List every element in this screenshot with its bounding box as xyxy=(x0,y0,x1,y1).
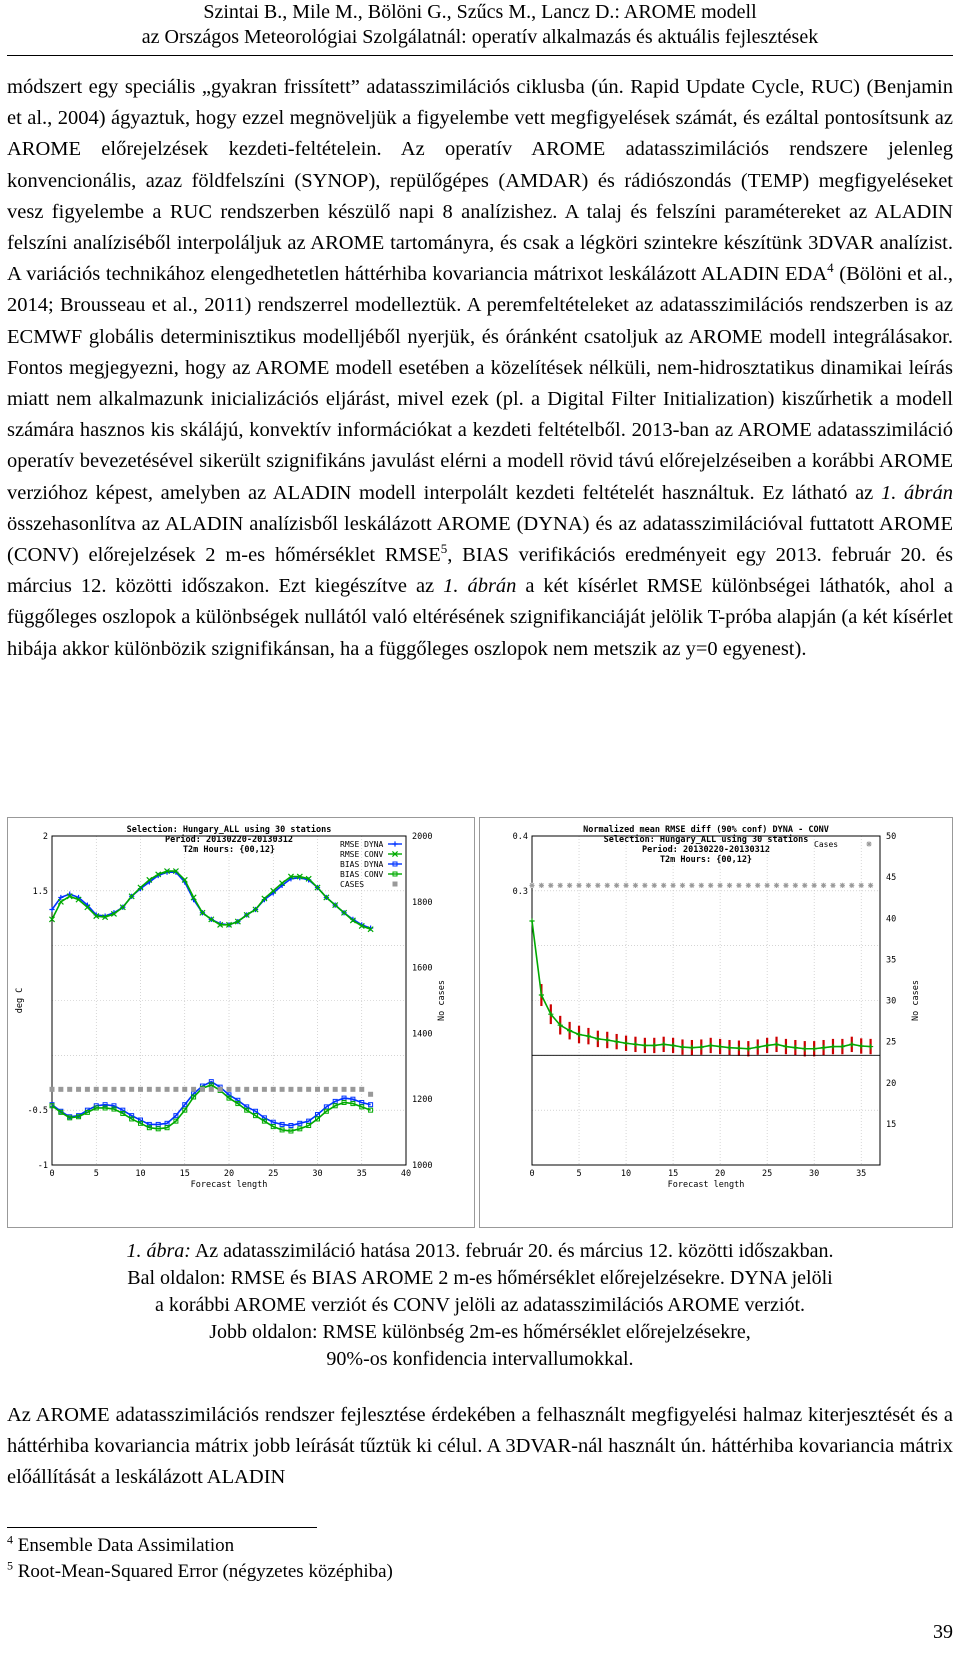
paragraph-1-text-e: a két kísérlet RMSE különbségei láthatók, ahol a függőleges oszlopok a különbségek nullától való eltérésének szignifikanciáját jelölik T-próba alapján (a két kísérlet hibája akkor különbözik szignifikánsan, ha a függőleges oszlopok nem metszik az y=0 egyenest). xyxy=(7,575,953,660)
y-tick-label: 0.4 xyxy=(512,832,528,842)
legend-label: BIAS CONV xyxy=(340,870,384,879)
data-point xyxy=(849,883,854,888)
data-point xyxy=(623,883,628,888)
footnote-number: 5 xyxy=(7,1558,13,1573)
data-point xyxy=(868,883,873,888)
data-point xyxy=(368,1092,373,1097)
data-point xyxy=(58,1087,63,1092)
y-axis-label: deg C xyxy=(15,987,25,1014)
data-point xyxy=(50,1087,55,1092)
legend-label: RMSE DYNA xyxy=(340,840,384,849)
data-point xyxy=(333,1087,338,1092)
y-tick-label: 1.5 xyxy=(32,886,48,897)
y2-axis-label: No cases xyxy=(911,980,921,1021)
footnote-5 xyxy=(7,1559,393,1585)
caption-line-1-text: Az adatasszimiláció hatása 2013. február 20. és március 12. közötti időszakban. xyxy=(190,1240,834,1262)
data-point xyxy=(755,1045,760,1050)
x-axis-label: Forecast length xyxy=(190,1180,268,1190)
x-tick-label: 30 xyxy=(809,1169,820,1179)
data-point xyxy=(156,1087,161,1092)
data-point xyxy=(297,1087,302,1092)
legend-marker xyxy=(866,841,871,846)
data-point xyxy=(548,883,553,888)
caption-line-4: Jobb oldalon: RMSE különbség 2m-es hőmérséklet előrejelzésekre, xyxy=(209,1321,751,1343)
data-point xyxy=(342,1087,347,1092)
paragraph-1-text-c: összehasonlítva az ALADIN analízisből leskálázott AROME (DYNA) és az adatasszimilációval futtatott AROME (CONV) előrejelzések 2 m-es hőmérséklet RMSE xyxy=(7,512,953,567)
data-point xyxy=(147,1087,152,1092)
data-point xyxy=(138,1087,143,1092)
chart-header-line: Normalized mean RMSE diff (90% conf) DYNA - CONV xyxy=(583,825,829,835)
data-point xyxy=(755,883,760,888)
data-point xyxy=(315,1087,320,1092)
y2-tick-label: 20 xyxy=(886,1078,897,1089)
x-tick-label: 40 xyxy=(400,1169,412,1179)
footnote-text: Ensemble Data Assimilation xyxy=(13,1535,235,1556)
data-point xyxy=(244,1087,249,1092)
data-point xyxy=(727,883,732,888)
data-point xyxy=(746,1046,751,1051)
paragraph-1-text-a: módszert egy speciális „gyakran frissített” adatasszimilációs ciklusba (ún. Rapid Update Cycle, RUC) (Benjamin et al., 2004) ágyaztuk, hogy ezzel megnöveljük a figyelembe vett megfigyelések számát, és ezáltal pontosítsunk az AROME előrejelzések kezdeti-feltételein. Az operatív AROME adatasszimilációs rendszere jelenleg konvencionális, azaz földfelszíni (SYNOP), repülőgépes (AMDAR) és rádiószondás (TEMP) megfigyeléseket vesz figyelembe a RUC rendszerben készülő napi 8 analízishez. A talaj és felszíni paramétereket az ALADIN felszíni analíziséből interpoláljuk az AROME tartományra, és csak a légköri szintekre készítünk 3DVAR analízist. A variációs technikához elengedhetetlen háttérhiba kovariancia mátrixot leskálázott ALADIN EDA xyxy=(7,76,953,286)
data-point xyxy=(586,883,591,888)
data-point xyxy=(859,1043,864,1048)
data-point xyxy=(727,1045,732,1050)
y2-tick-label: 1600 xyxy=(412,963,433,974)
chart-header-line: Selection: Hungary_ALL using 30 stations xyxy=(603,835,809,845)
data-point xyxy=(830,883,835,888)
data-point xyxy=(718,883,723,888)
data-point xyxy=(94,1087,99,1092)
figure-caption xyxy=(0,1238,960,1373)
data-point xyxy=(324,1087,329,1092)
data-point xyxy=(182,1087,187,1092)
data-point xyxy=(605,1037,610,1042)
paragraph-1 xyxy=(7,72,953,665)
data-point xyxy=(306,1087,311,1092)
data-point xyxy=(746,883,751,888)
y-tick-label: -1 xyxy=(37,1161,48,1171)
x-tick-label: 20 xyxy=(223,1169,235,1179)
data-point xyxy=(350,1087,355,1092)
legend-label: Cases xyxy=(814,840,839,849)
data-point xyxy=(821,1045,826,1050)
data-point xyxy=(111,1087,116,1092)
data-point xyxy=(736,883,741,888)
data-point xyxy=(802,883,807,888)
y2-tick-label: 1200 xyxy=(412,1095,433,1106)
y2-tick-label: 30 xyxy=(886,996,897,1007)
data-point xyxy=(812,1046,817,1051)
data-point xyxy=(633,883,638,888)
data-point xyxy=(614,1039,619,1044)
x-tick-label: 0 xyxy=(49,1169,55,1179)
data-point xyxy=(670,883,675,888)
caption-line-5: 90%-os konfidencia intervallumokkal. xyxy=(326,1348,634,1370)
data-point xyxy=(793,1045,798,1050)
rmse-diff-chart xyxy=(480,818,952,1227)
paragraph-1-text-b: (Bölöni et al., 2014; Brousseau et al., 2011) rendszerrel modelleztük. A peremfeltételeket az adatasszimilációs rendszerben is az ECMWF globális determinisztikus modelljéből nyerjük, és óránként csatoljuk az AROME modell integrálásakor. Fontos megjegyezni, hogy az AROME modell esetében a közelítések nélküli, nem-hidrosztatikus dinamikai leírás miatt nem alkalmazunk inicializációs eljárást, mivel ezek (pl. a Digital Filter Initialization) kiszűrhetik a modell számára hasznos kis skálájú, konvektív információkat a kezdeti feltételből. 2013-ban az AROME adatasszimiláció operatív bevezetésével sikerült szignifikáns javulást elérni a modell rövid távú előrejelzéseiben a korábbi AROME verzióhoz képest, amelyben az ALADIN modell interpolált kezdeti feltételét használtuk. Ez látható az xyxy=(7,263,953,504)
series-line xyxy=(52,1085,371,1131)
data-point xyxy=(76,1087,81,1092)
chart-header-line: Period: 20130220-20130312 xyxy=(165,835,293,845)
data-point xyxy=(840,1044,845,1049)
data-point xyxy=(774,883,779,888)
data-point xyxy=(85,1087,90,1092)
y2-tick-label: 45 xyxy=(886,873,897,884)
y2-tick-label: 35 xyxy=(886,955,897,966)
data-point xyxy=(708,883,713,888)
left-chart-panel xyxy=(7,817,475,1228)
data-point xyxy=(595,1036,600,1041)
data-point xyxy=(253,1087,258,1092)
data-point xyxy=(849,1042,854,1047)
header-title: AROME modell xyxy=(623,1,757,23)
data-point xyxy=(652,1043,657,1048)
x-axis-label: Forecast length xyxy=(667,1180,745,1190)
legend-label: RMSE CONV xyxy=(340,850,384,859)
data-point xyxy=(614,883,619,888)
data-point xyxy=(623,1041,628,1046)
header-separator: : xyxy=(614,1,624,23)
y2-tick-label: 25 xyxy=(886,1037,897,1048)
legend-label: CASES xyxy=(340,880,365,889)
x-tick-label: 10 xyxy=(620,1169,632,1179)
paragraph-1-text-d: , BIAS verifikációs eredményeit egy 2013. február 20. és március 12. közötti időszakon. Ezt kiegészítve az xyxy=(7,544,953,598)
data-point xyxy=(67,1087,72,1092)
x-tick-label: 30 xyxy=(312,1169,323,1179)
x-tick-label: 25 xyxy=(268,1169,279,1179)
y-tick-label: 2 xyxy=(42,832,48,842)
rmse-bias-chart xyxy=(8,818,474,1227)
y2-tick-label: 1800 xyxy=(412,897,433,908)
header-rule xyxy=(7,55,953,56)
y2-tick-label: 50 xyxy=(886,832,897,842)
data-point xyxy=(840,883,845,888)
y2-tick-label: 40 xyxy=(886,914,897,925)
data-point xyxy=(288,1087,293,1092)
data-point xyxy=(793,883,798,888)
data-point xyxy=(680,883,685,888)
chart-header-line: Period: 20130220-20130312 xyxy=(642,845,770,855)
y2-tick-label: 15 xyxy=(886,1119,897,1130)
x-tick-label: 10 xyxy=(135,1169,146,1179)
right-chart-panel xyxy=(479,817,953,1228)
data-point xyxy=(165,1087,170,1092)
caption-line-3: a korábbi AROME verziót és CONV jelöli az adatasszimilációs AROME verziót. xyxy=(154,1294,806,1316)
y2-tick-label: 1400 xyxy=(412,1029,433,1040)
data-point xyxy=(576,883,581,888)
x-tick-label: 35 xyxy=(356,1169,367,1179)
figure-reference-1: 1. ábrán xyxy=(880,481,954,504)
data-point xyxy=(830,1044,835,1049)
data-point xyxy=(661,1042,666,1047)
chart-header-line: T2m Hours: {00,12} xyxy=(182,845,276,855)
x-tick-label: 20 xyxy=(714,1169,726,1179)
running-header xyxy=(0,0,960,50)
x-tick-label: 15 xyxy=(667,1169,679,1179)
data-point xyxy=(718,1044,723,1049)
data-point xyxy=(209,1087,214,1092)
y2-tick-label: 2000 xyxy=(412,832,433,842)
paragraph-2: Az AROME adatasszimilációs rendszer fejlesztése érdekében a felhasznált megfigyelési halmaz kiterjesztését és a háttérhiba kovariancia mátrix jobb leírását tűztük ki célul. A 3DVAR-nál használt ún. háttérhiba kovariancia mátrix előállítását a leskálázott ALADIN xyxy=(7,1404,953,1489)
data-point xyxy=(708,1043,713,1048)
data-point xyxy=(736,1046,741,1051)
y2-axis-label: No cases xyxy=(437,980,447,1021)
x-tick-label: 5 xyxy=(576,1169,582,1179)
page-number: 39 xyxy=(933,1621,953,1643)
data-point xyxy=(586,1034,591,1039)
x-tick-label: 25 xyxy=(762,1169,773,1179)
legend-marker xyxy=(393,882,398,887)
data-point xyxy=(699,1045,704,1050)
figure-reference-2: 1. ábrán xyxy=(443,575,517,598)
figure-1 xyxy=(7,817,953,1228)
data-point xyxy=(218,1087,223,1092)
data-point xyxy=(689,1045,694,1050)
header-line-1 xyxy=(0,0,960,25)
data-point xyxy=(120,1087,125,1092)
y-tick-label: -0.5 xyxy=(27,1106,48,1117)
data-point xyxy=(783,883,788,888)
header-line-2: az Országos Meteorológiai Szolgálatnál: operatív alkalmazás és aktuális fejlesztések xyxy=(141,26,819,48)
data-point xyxy=(783,1044,788,1049)
data-point xyxy=(661,883,666,888)
data-point xyxy=(765,1043,770,1048)
data-point xyxy=(670,1043,675,1048)
chart-header-line: Selection: Hungary_ALL using 30 stations xyxy=(126,825,332,835)
data-point xyxy=(280,1087,285,1092)
footnotes xyxy=(7,1533,393,1585)
data-point xyxy=(539,992,544,997)
data-point xyxy=(558,883,563,888)
data-point xyxy=(129,1087,134,1092)
footnote-text: Root-Mean-Squared Error (négyzetes középhiba) xyxy=(13,1561,393,1582)
legend-label: BIAS DYNA xyxy=(340,860,384,869)
data-point xyxy=(359,1087,364,1092)
caption-line-1 xyxy=(0,1238,960,1265)
data-point xyxy=(774,1042,779,1047)
x-tick-label: 5 xyxy=(93,1169,99,1179)
data-point xyxy=(567,883,572,888)
data-point xyxy=(576,1032,581,1037)
data-point xyxy=(689,883,694,888)
data-point xyxy=(859,883,864,888)
legend-marker xyxy=(392,841,397,846)
data-point xyxy=(191,1087,196,1092)
data-point xyxy=(765,883,770,888)
y-tick-label: 0.3 xyxy=(512,886,528,897)
caption-line-2: Bal oldalon: RMSE és BIAS AROME 2 m-es hőmérséklet előrejelzésekre. DYNA jelöli xyxy=(127,1267,833,1289)
data-point xyxy=(200,1087,205,1092)
header-authors: Szintai B., Mile M., Bölöni G., Szűcs M., Lancz D. xyxy=(203,1,615,23)
data-point xyxy=(642,883,647,888)
data-point xyxy=(652,883,657,888)
footnote-rule xyxy=(7,1527,317,1528)
data-point xyxy=(633,1042,638,1047)
data-point xyxy=(802,1046,807,1051)
data-point xyxy=(271,1087,276,1092)
data-point xyxy=(103,1087,108,1092)
series-line xyxy=(532,921,871,1049)
data-point xyxy=(605,883,610,888)
data-point xyxy=(680,1045,685,1050)
data-point xyxy=(529,883,534,888)
data-point xyxy=(812,883,817,888)
data-point xyxy=(821,883,826,888)
data-point xyxy=(595,883,600,888)
data-point xyxy=(868,1044,873,1049)
chart-header-line: T2m Hours: {00,12} xyxy=(659,855,753,865)
x-tick-label: 15 xyxy=(179,1169,190,1179)
footnote-number: 4 xyxy=(7,1532,13,1547)
footnote-ref-5: 5 xyxy=(440,541,448,557)
x-tick-label: 0 xyxy=(529,1169,535,1179)
footnote-ref-4: 4 xyxy=(827,260,834,276)
data-point xyxy=(529,918,534,923)
caption-label: 1. ábra: xyxy=(126,1240,191,1262)
data-point xyxy=(699,883,704,888)
data-point xyxy=(173,1087,178,1092)
x-tick-label: 35 xyxy=(856,1169,867,1179)
data-point xyxy=(227,1087,232,1092)
data-point xyxy=(262,1087,267,1092)
data-point xyxy=(539,883,544,888)
footnote-4 xyxy=(7,1533,393,1559)
data-point xyxy=(235,1087,240,1092)
data-point xyxy=(642,1043,647,1048)
y2-tick-label: 1000 xyxy=(412,1161,433,1171)
